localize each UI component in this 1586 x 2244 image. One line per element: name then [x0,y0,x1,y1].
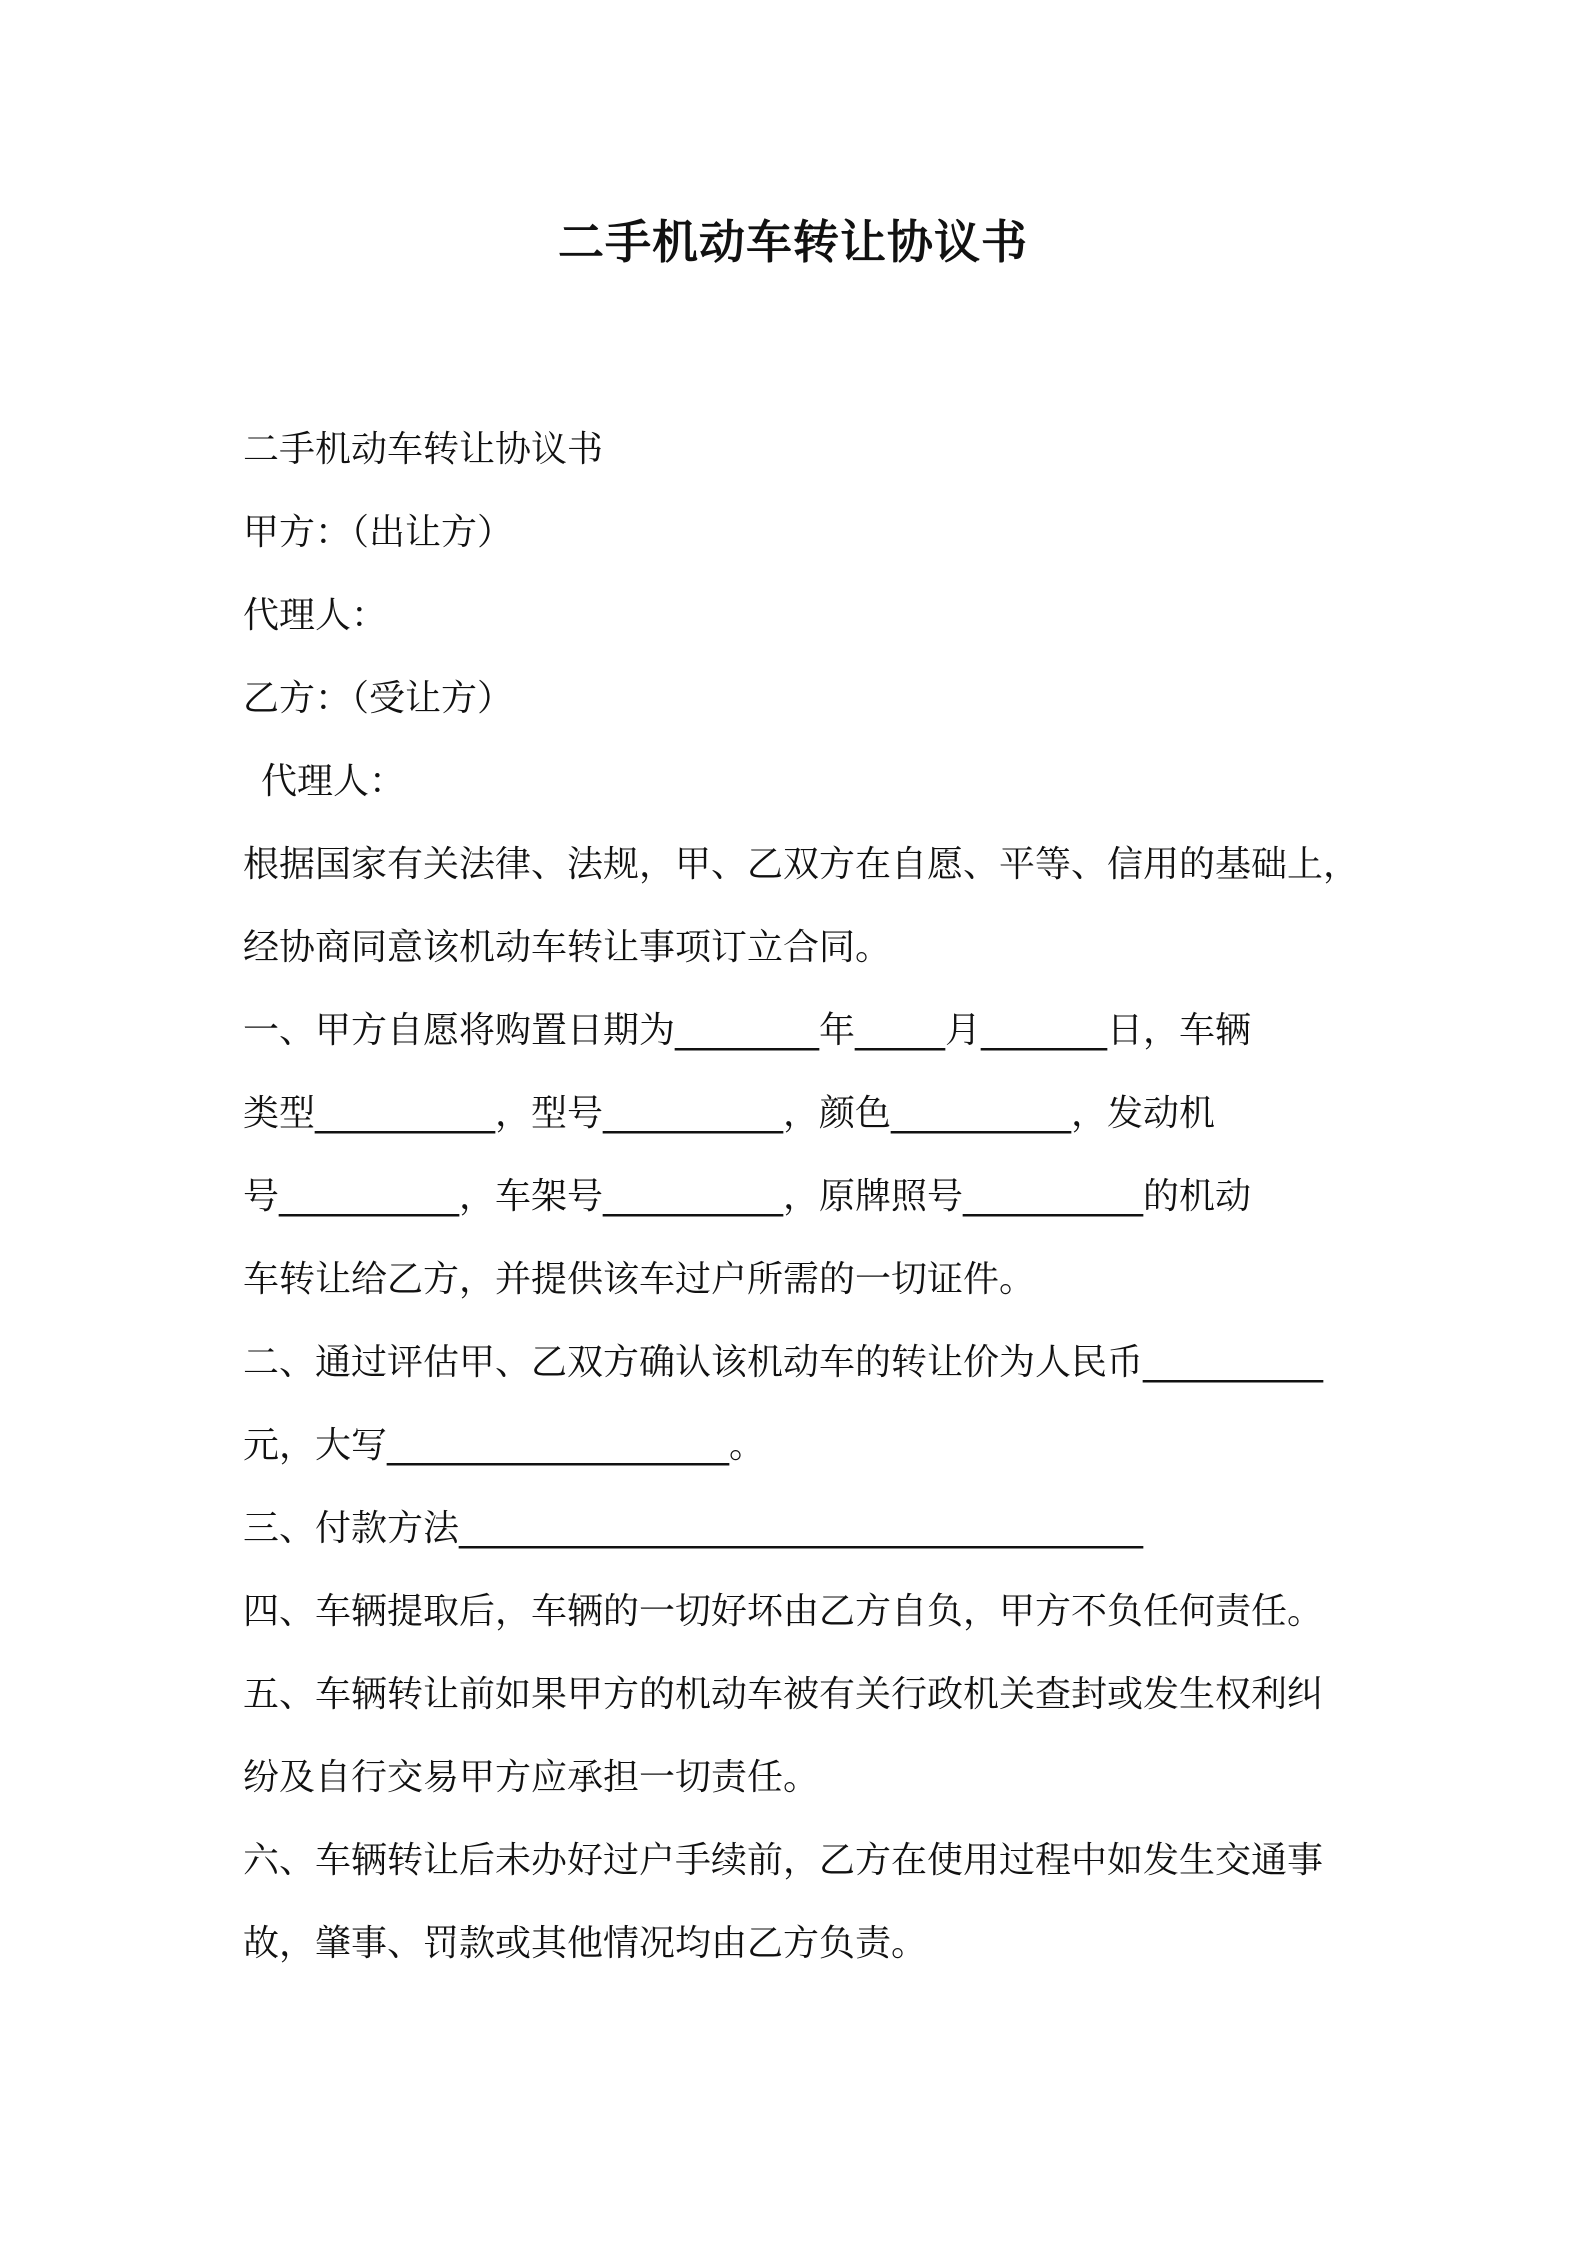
clause-5-line-2: 纷及自行交易甲方应承担一切责任。 [243,1757,820,1798]
page-title: 二手机动车转让协议书 [558,215,1028,269]
clause-4-line: 四、车辆提取后，车辆的一切好坏由乙方自负，甲方不负任何责任。 [243,1591,1324,1632]
clause-2-line-2: 元，大写___________________。 [243,1425,766,1466]
party-b-line: 乙方：（受让方） [243,678,514,719]
party-a-line: 甲方：（出让方） [243,512,514,553]
party-a-agent-line: 代理人： [243,595,388,636]
party-b-agent-line: 代理人： [261,761,406,802]
preamble-line-1: 根据国家有关法律、法规，甲、乙双方在自愿、平等、信用的基础上， [243,844,1360,885]
document-body [243,408,1363,1985]
clause-1-line-3: 号__________，车架号__________，原牌照号__________的机动 [243,1176,1252,1217]
clause-6-line-2: 故，肇事、罚款或其他情况均由乙方负责。 [243,1923,928,1964]
clause-2-line-1: 二、通过评估甲、乙双方确认该机动车的转让价为人民币__________ [243,1342,1324,1383]
preamble-line-2: 经协商同意该机动车转让事项订立合同。 [243,927,892,968]
clause-5-line-1: 五、车辆转让前如果甲方的机动车被有关行政机关查封或发生权利纠 [243,1674,1324,1715]
clause-3-line: 三、付款方法______________________________________ [243,1508,1144,1549]
clause-1-line-1: 一、甲方自愿将购置日期为________年_____月_______日，车辆 [243,1010,1252,1051]
clause-1-line-2: 类型__________，型号__________，颜色__________，发动机 [243,1093,1216,1134]
subtitle-line: 二手机动车转让协议书 [243,429,604,470]
clause-1-line-4: 车转让给乙方，并提供该车过户所需的一切证件。 [243,1259,1036,1300]
clause-6-line-1: 六、车辆转让后未办好过户手续前，乙方在使用过程中如发生交通事 [243,1840,1324,1881]
